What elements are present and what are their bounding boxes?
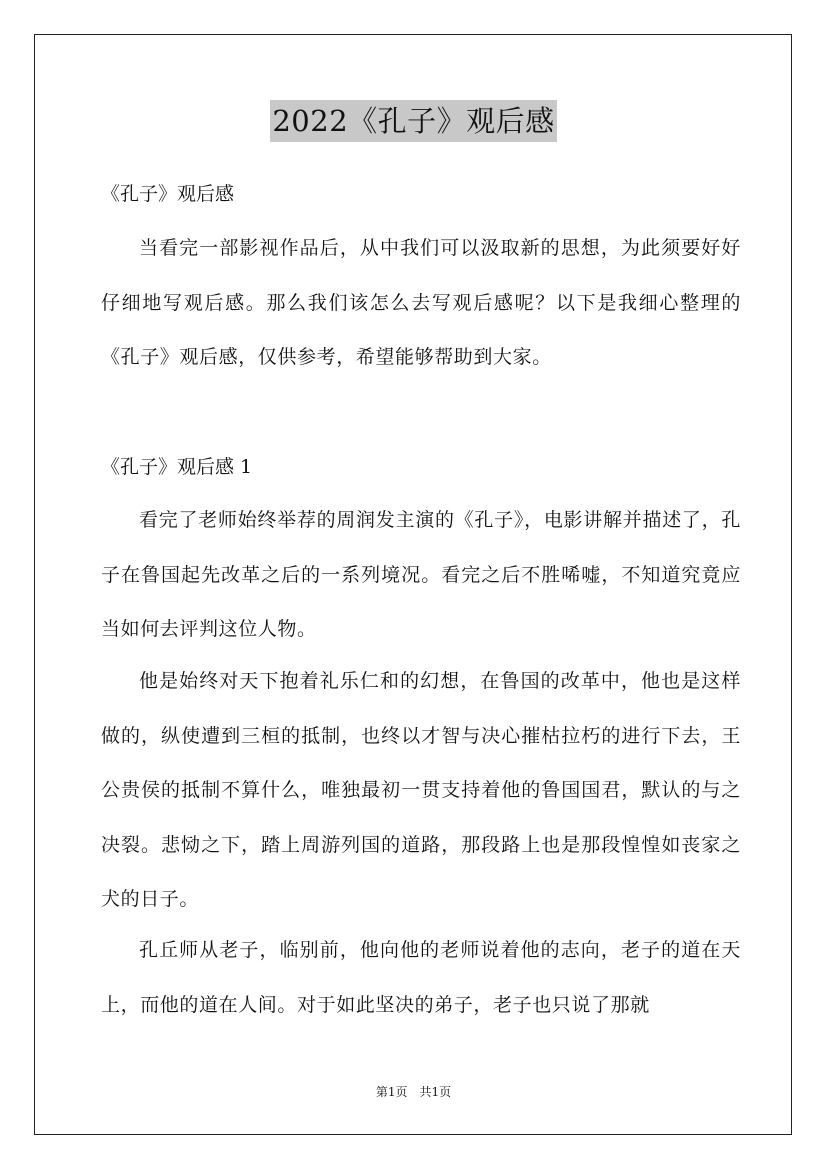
section-heading: 《孔子》观后感 1 bbox=[101, 456, 253, 478]
intro-heading: 《孔子》观后感 bbox=[101, 183, 235, 205]
body-paragraph-2: 他是始终对天下抱着礼乐仁和的幻想，在鲁国的改革中，他也是这样做的，纵使遭到三桓的抵制，也终以才智与决心摧枯拉朽的进行下去，王公贵侯的抵制不算什么，唯独最初一贯支持着他的鲁国国君，默认的与之决裂。悲恸之下，踏上周游列国的道路，那段路上也是那段惶惶如丧家之犬的日子。 bbox=[101, 670, 741, 910]
document-title: 2022《孔子》观后感 bbox=[270, 100, 556, 142]
body-paragraph-1: 看完了老师始终举荐的周润发主演的《孔子》，电影讲解并描述了，孔子在鲁国起先改革之后的一系列境况。看完之后不胜唏嘘，不知道究竟应当如何去评判这位人物。 bbox=[101, 509, 741, 640]
intro-paragraph: 当看完一部影视作品后，从中我们可以汲取新的思想，为此须要好好仔细地写观后感。那么我们该怎么去写观后感呢？以下是我细心整理的《孔子》观后感，仅供参考，希望能够帮助到大家。 bbox=[101, 237, 741, 368]
body-paragraph-3: 孔丘师从老子，临别前，他向他的老师说着他的志向，老子的道在天上，而他的道在人间。对于如此坚决的弟子，老子也只说了那就 bbox=[101, 939, 741, 1016]
page-footer: 第1页 共1页 bbox=[375, 1085, 452, 1099]
title-container bbox=[0, 100, 827, 142]
